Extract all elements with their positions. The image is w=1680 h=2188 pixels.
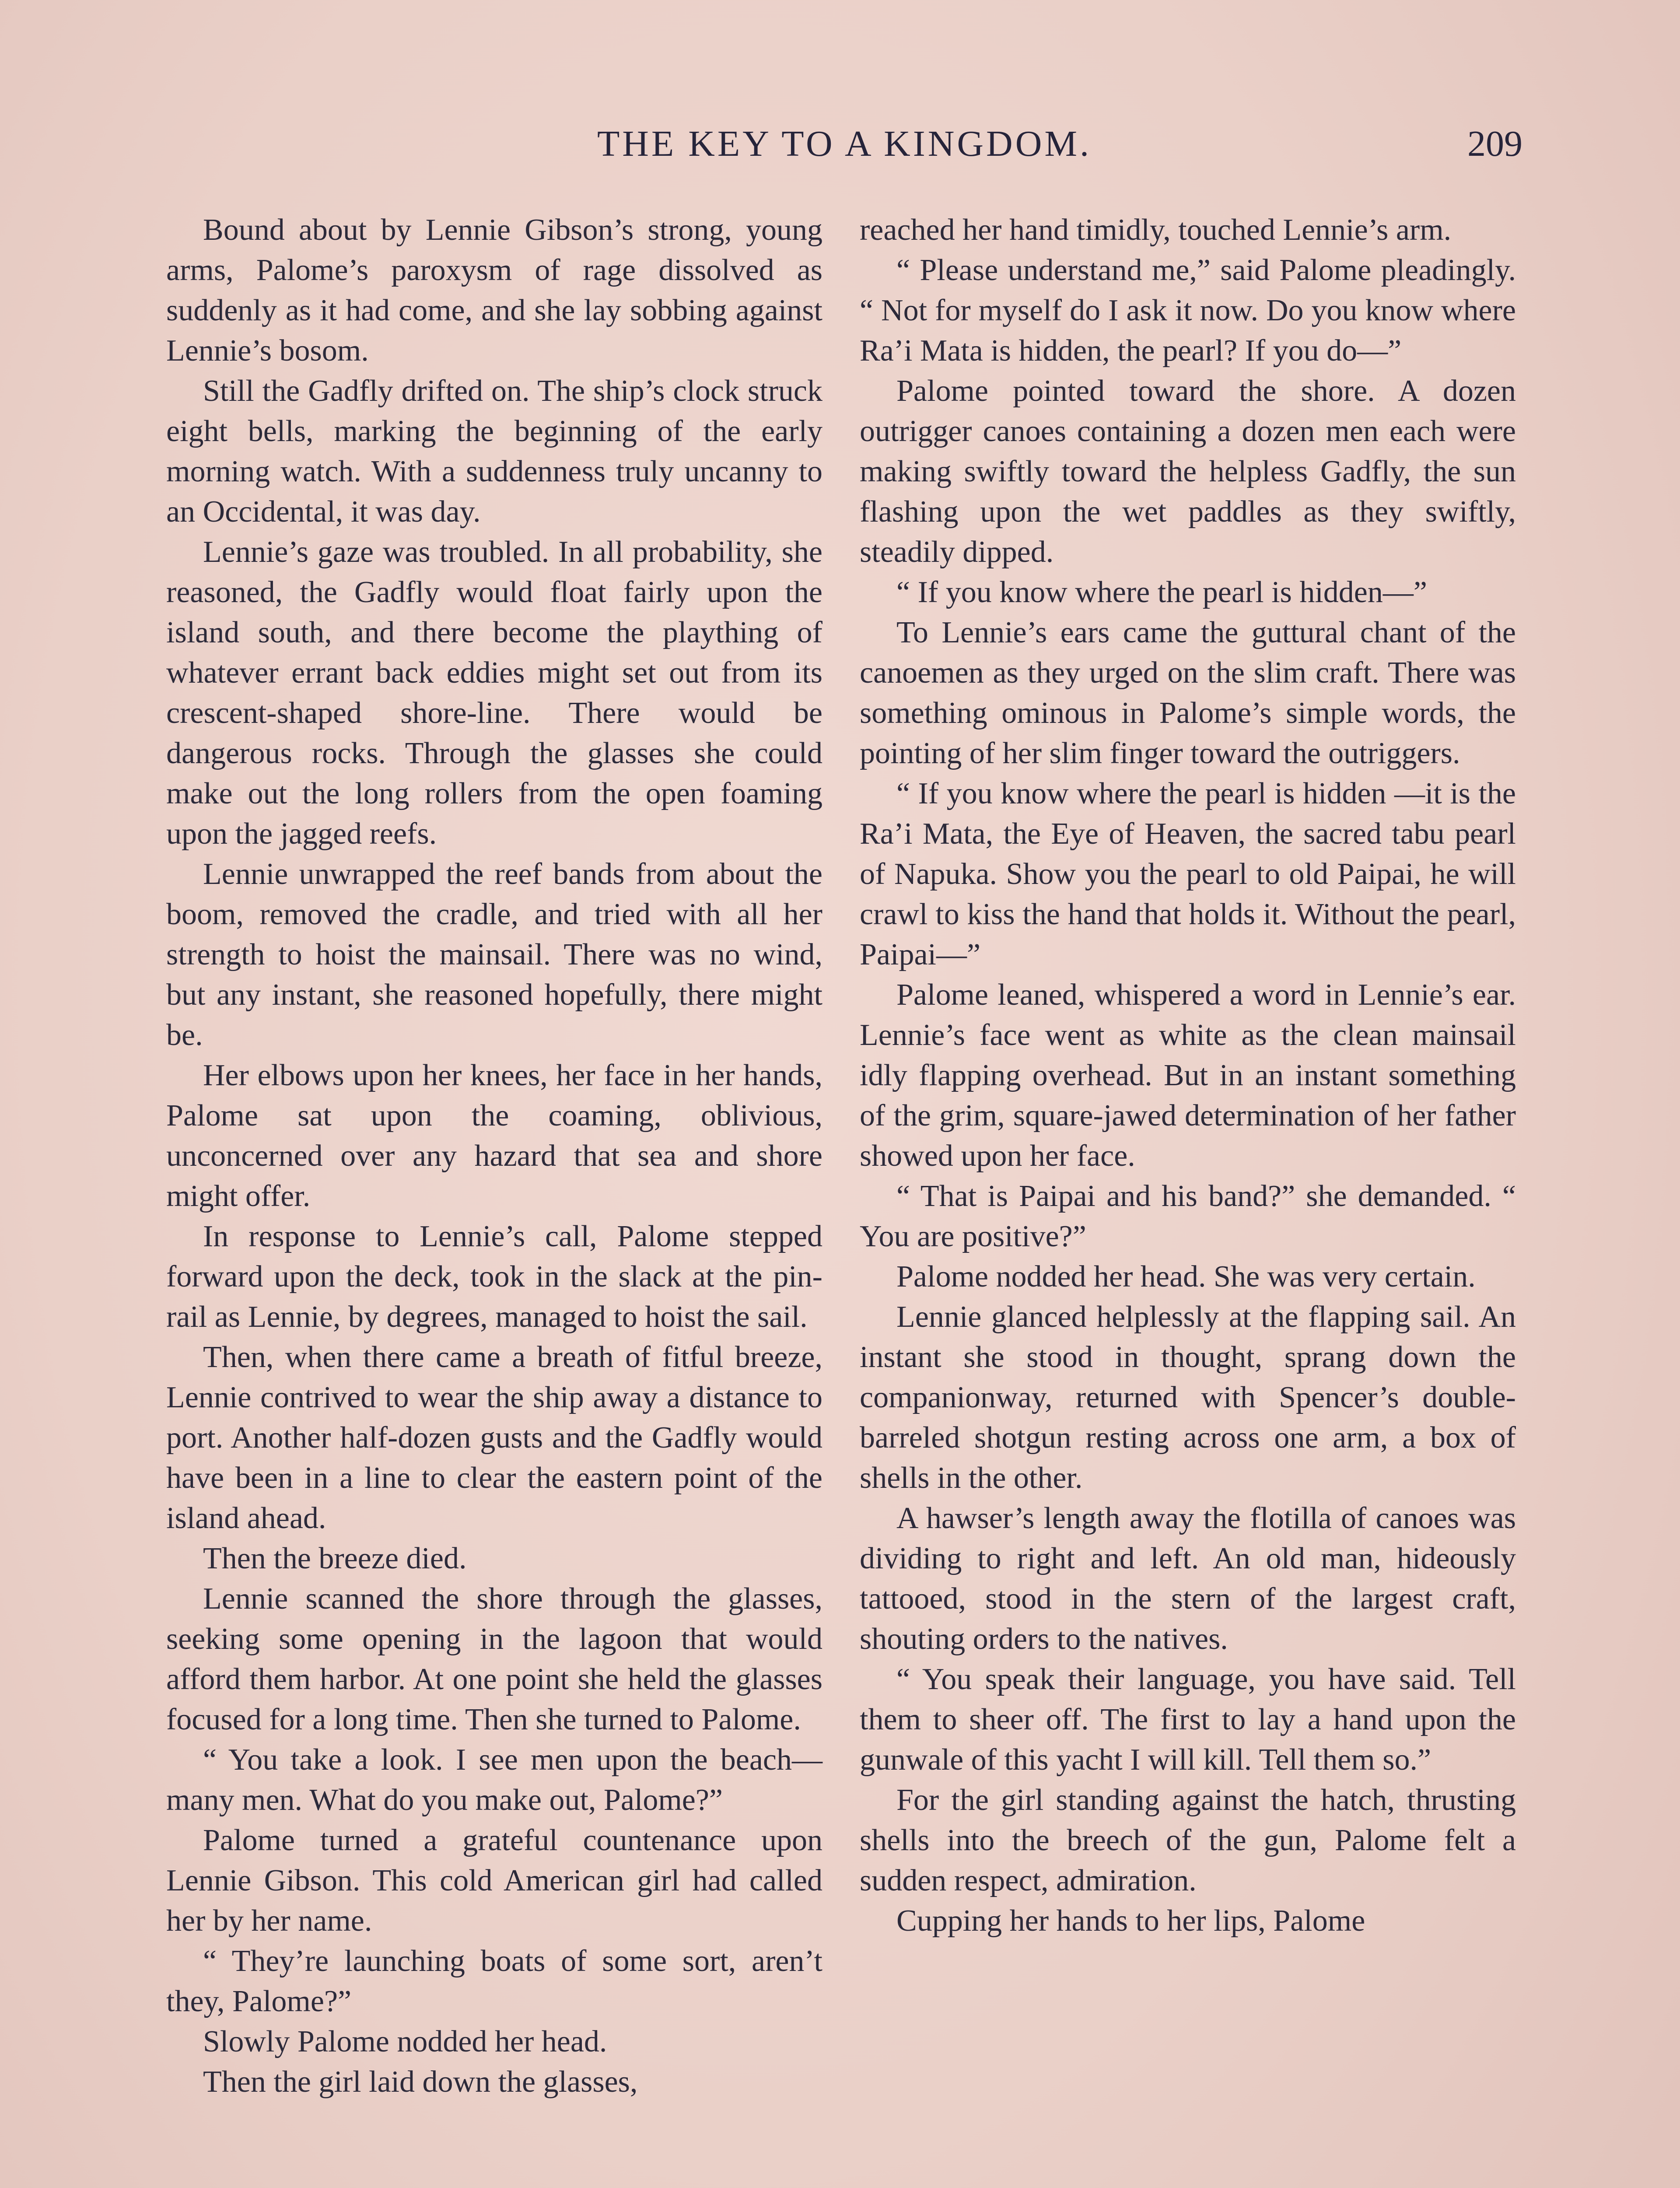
paragraph: Slowly Palome nodded her head.	[203, 2025, 607, 2058]
paragraph: Then the breeze died.	[203, 1542, 467, 1575]
page-number: 209	[1467, 123, 1522, 164]
paragraph: To Lennie’s ears came the guttural chant of the canoemen as they urged on the slim craft. There was something ominous in Palome’s simple words, the pointing of her slim finger toward the outriggers.	[860, 616, 1516, 770]
paragraph: Lennie scanned the shore through the glasses, seeking some opening in the lagoon that would afford them harbor. At one point she held the glasses focused for a long time. Then she turned to Palome.	[166, 1582, 822, 1736]
paragraph: “ You take a look. I see men upon the beach—many men. What do you make out, Palome?”	[166, 1743, 822, 1817]
left-text-column	[166, 210, 822, 2102]
running-title: THE KEY TO A KINGDOM.	[597, 123, 1092, 164]
paragraph: Lennie glanced helplessly at the flapping sail. An instant she stood in thought, sprang down the companionway, returned with Spencer’s double-barreled shotgun resting across one arm, a box of shells in the other.	[860, 1300, 1516, 1495]
paragraph: Lennie unwrapped the reef bands from about the boom, removed the cradle, and tried with all her strength to hoist the mainsail. There was no wind, but any instant, she reasoned hopefully, there might be.	[166, 857, 822, 1052]
paragraph: Then, when there came a breath of fitful breeze, Lennie contrived to wear the ship away a distance to port. Another half-dozen gusts and the Gadfly would have been in a line to clear the eastern point of the island ahead.	[166, 1340, 822, 1535]
paragraph: Palome leaned, whispered a word in Lennie’s ear. Lennie’s face went as white as the clean mainsail idly flapping overhead. But in an instant something of the grim, square-jawed determination of her father showed upon her face.	[860, 978, 1516, 1173]
paragraph: “ They’re launching boats of some sort, aren’t they, Palome?”	[166, 1944, 822, 2018]
paragraph: Her elbows upon her knees, her face in her hands, Palome sat upon the coaming, oblivious, unconcerned over any hazard that sea and shore might offer.	[166, 1059, 822, 1213]
paragraph: In response to Lennie’s call, Palome stepped forward upon the deck, took in the slack at the pin-rail as Lennie, by degrees, managed to hoist the sail.	[166, 1220, 822, 1334]
paragraph: Palome nodded her head. She was very certain.	[896, 1260, 1476, 1294]
paragraph: “ If you know where the pearl is hidden—”	[896, 575, 1427, 609]
paragraph: “ Please understand me,” said Palome pleadingly. “ Not for myself do I ask it now. Do you know where Ra’i Mata is hidden, the pearl? If you do—”	[860, 253, 1516, 368]
paragraph: reached her hand timidly, touched Lennie’s arm.	[860, 213, 1452, 247]
paragraph: A hawser’s length away the flotilla of canoes was dividing to right and left. An old man, hideously tattooed, stood in the stern of the largest craft, shouting orders to the natives.	[860, 1501, 1516, 1656]
paragraph: Palome pointed toward the shore. A dozen outrigger canoes containing a dozen men each were making swiftly toward the helpless Gadfly, the sun flashing upon the wet paddles as they swiftly, steadily dipped.	[860, 374, 1516, 569]
paragraph: Cupping her hands to her lips, Palome	[896, 1904, 1365, 1938]
right-text-column	[860, 210, 1516, 1941]
paragraph: For the girl standing against the hatch, thrusting shells into the breech of the gun, Palome felt a sudden respect, admiration.	[860, 1783, 1516, 1897]
paragraph: Still the Gadfly drifted on. The ship’s clock struck eight bells, marking the beginning of the early morning watch. With a suddenness truly uncanny to an Occidental, it was day.	[166, 374, 822, 529]
paragraph: “ You speak their language, you have said. Tell them to sheer off. The first to lay a hand upon the gunwale of this yacht I will kill. Tell them so.”	[860, 1662, 1516, 1777]
paragraph: Palome turned a grateful countenance upon Lennie Gibson. This cold American girl had called her by her name.	[166, 1823, 822, 1938]
paragraph: “ If you know where the pearl is hidden —it is the Ra’i Mata, the Eye of Heaven, the sacred tabu pearl of Napuka. Show you the pearl to old Paipai, he will crawl to kiss the hand that holds it. Without the pearl, Paipai—”	[860, 777, 1516, 971]
paragraph: Then the girl laid down the glasses,	[203, 2065, 638, 2099]
page-header	[166, 123, 1522, 179]
paragraph: “ That is Paipai and his band?” she demanded. “ You are positive?”	[860, 1179, 1516, 1253]
paragraph: Bound about by Lennie Gibson’s strong, young arms, Palome’s paroxysm of rage dissolved as suddenly as it had come, and she lay sobbing against Lennie’s bosom.	[166, 213, 822, 368]
paragraph: Lennie’s gaze was troubled. In all probability, she reasoned, the Gadfly would float fairly upon the island south, and there become the plaything of whatever errant back eddies might set out from its crescent-shaped shore-line. There would be dangerous rocks. Through the glasses she could make out the long rollers from the open foaming upon the jagged reefs.	[166, 535, 822, 851]
